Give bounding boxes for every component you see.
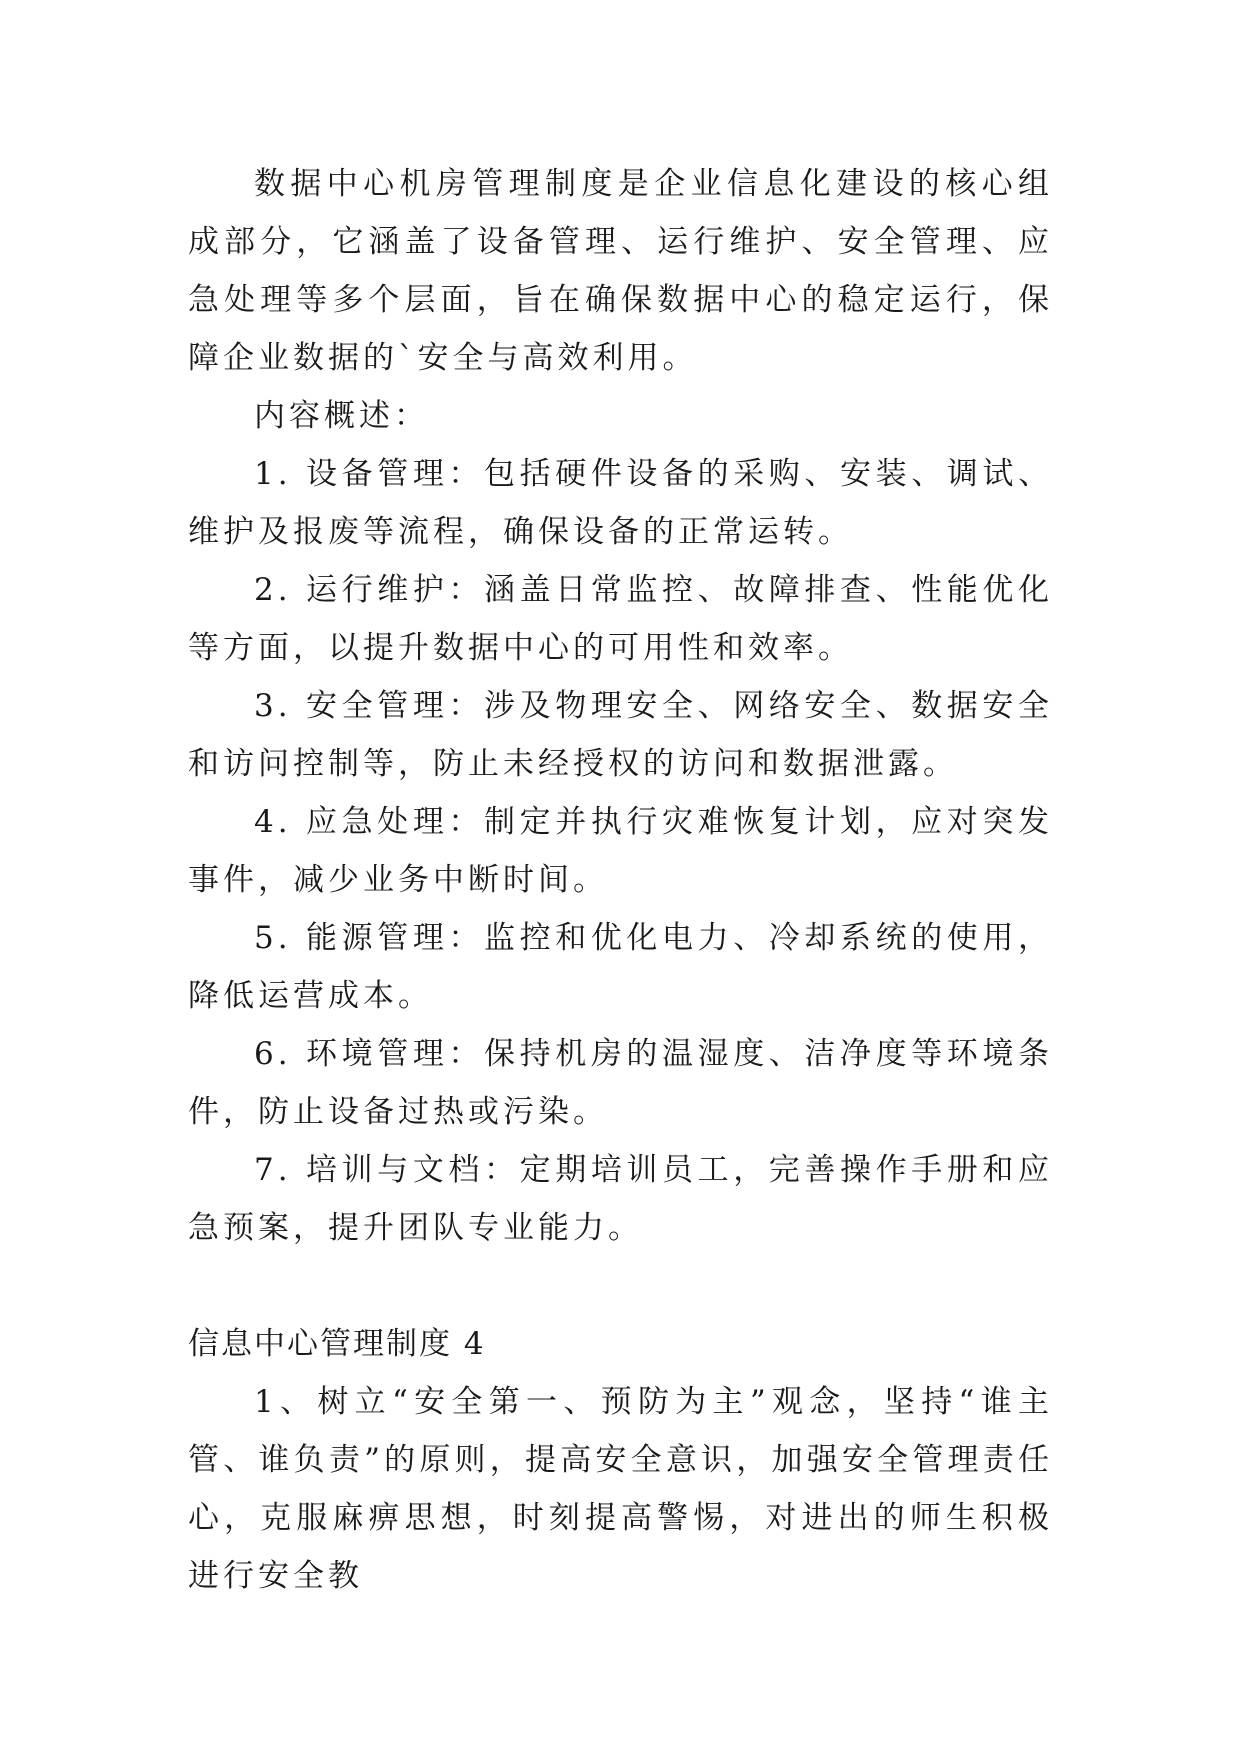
list-item-operation: 2. 运行维护：涵盖日常监控、故障排查、性能优化等方面，以提升数据中心的可用性和效率。 — [188, 572, 1053, 666]
list-item-environment: 6. 环境管理：保持机房的温湿度、洁净度等环境条件，防止设备过热或污染。 — [188, 1036, 1053, 1130]
list-item-equipment: 1. 设备管理：包括硬件设备的采购、安装、调试、维护及报废等流程，确保设备的正常运转。 — [188, 456, 1053, 550]
list-item-training: 7. 培训与文档：定期培训员工，完善操作手册和应急预案，提升团队专业能力。 — [188, 1152, 1053, 1246]
overview-label: 内容概述： — [254, 398, 429, 434]
list-item-energy: 5. 能源管理：监控和优化电力、冷却系统的使用，降低运营成本。 — [188, 920, 1053, 1014]
section-paragraph: 1、树立“安全第一、预防为主”观念，坚持“谁主管、谁负责”的原则，提高安全意识，加强安全管理责任心，克服麻痹思想，时刻提高警惕，对进出的师生积极进行安全教 — [188, 1384, 1053, 1594]
list-item-emergency: 4. 应急处理：制定并执行灾难恢复计划，应对突发事件，减少业务中断时间。 — [188, 804, 1053, 898]
intro-paragraph: 数据中心机房管理制度是企业信息化建设的核心组成部分，它涵盖了设备管理、运行维护、安全管理、应急处理等多个层面，旨在确保数据中心的稳定运行，保障企业数据的`安全与高效利用。 — [188, 166, 1053, 376]
list-item-security: 3. 安全管理：涉及物理安全、网络安全、数据安全和访问控制等，防止未经授权的访问和数据泄露。 — [188, 688, 1053, 782]
section-title: 信息中心管理制度 4 — [188, 1326, 486, 1362]
document-body — [188, 155, 1053, 1605]
